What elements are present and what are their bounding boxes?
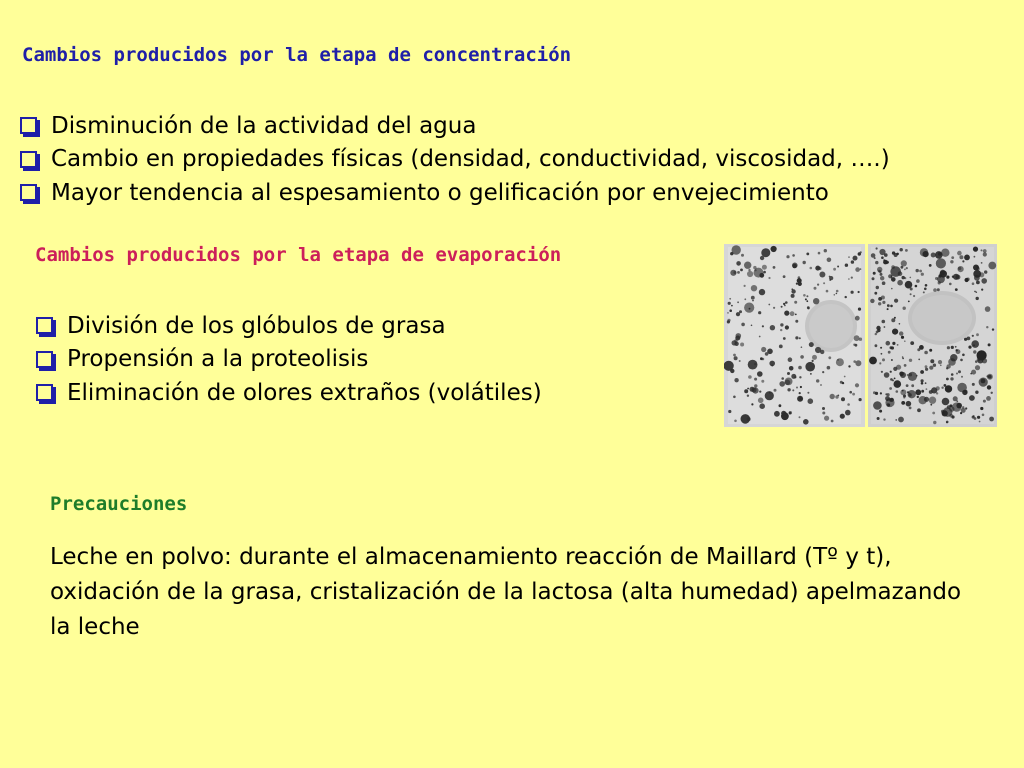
heading-concentracion: Cambios producidos por la etapa de concentración [22,44,572,66]
list-item-text: Propensión a la proteolisis [67,346,369,373]
list-item-text: Mayor tendencia al espesamiento o gelificación por envejecimiento [51,179,829,206]
hollow-square-bullet-icon [20,117,37,134]
hollow-square-bullet-icon [36,317,53,334]
hollow-square-bullet-icon [36,384,53,401]
list-item [36,309,542,343]
list-item-text: Eliminación de olores extraños (volátiles) [67,379,542,406]
list-evaporacion [36,309,542,410]
micrograph-left [724,244,865,427]
heading-evaporacion: Cambios producidos por la etapa de evaporación [35,244,562,266]
heading-precauciones: Precauciones [50,493,188,515]
list-item [36,343,542,377]
micrograph-right [868,244,997,427]
list-item [20,109,890,143]
list-item [36,376,542,410]
hollow-square-bullet-icon [36,351,53,368]
list-concentracion [20,109,890,210]
list-item [20,143,890,177]
hollow-square-bullet-icon [20,151,37,168]
list-item-text: Disminución de la actividad del agua [51,112,477,139]
list-item [20,176,890,210]
list-item-text: División de los glóbulos de grasa [67,312,446,339]
list-item-text: Cambio en propiedades físicas (densidad, conductividad, viscosidad, ….) [51,146,890,173]
precaution-paragraph: Leche en polvo: durante el almacenamiento reacción de Maillard (Tº y t), oxidación de la grasa, cristalización de la lactosa (alta humedad) apelmazando la leche [50,544,962,640]
fat-globule-micrograph-image [868,244,997,427]
hollow-square-bullet-icon [20,184,37,201]
fat-globule-micrograph-image [724,244,865,427]
